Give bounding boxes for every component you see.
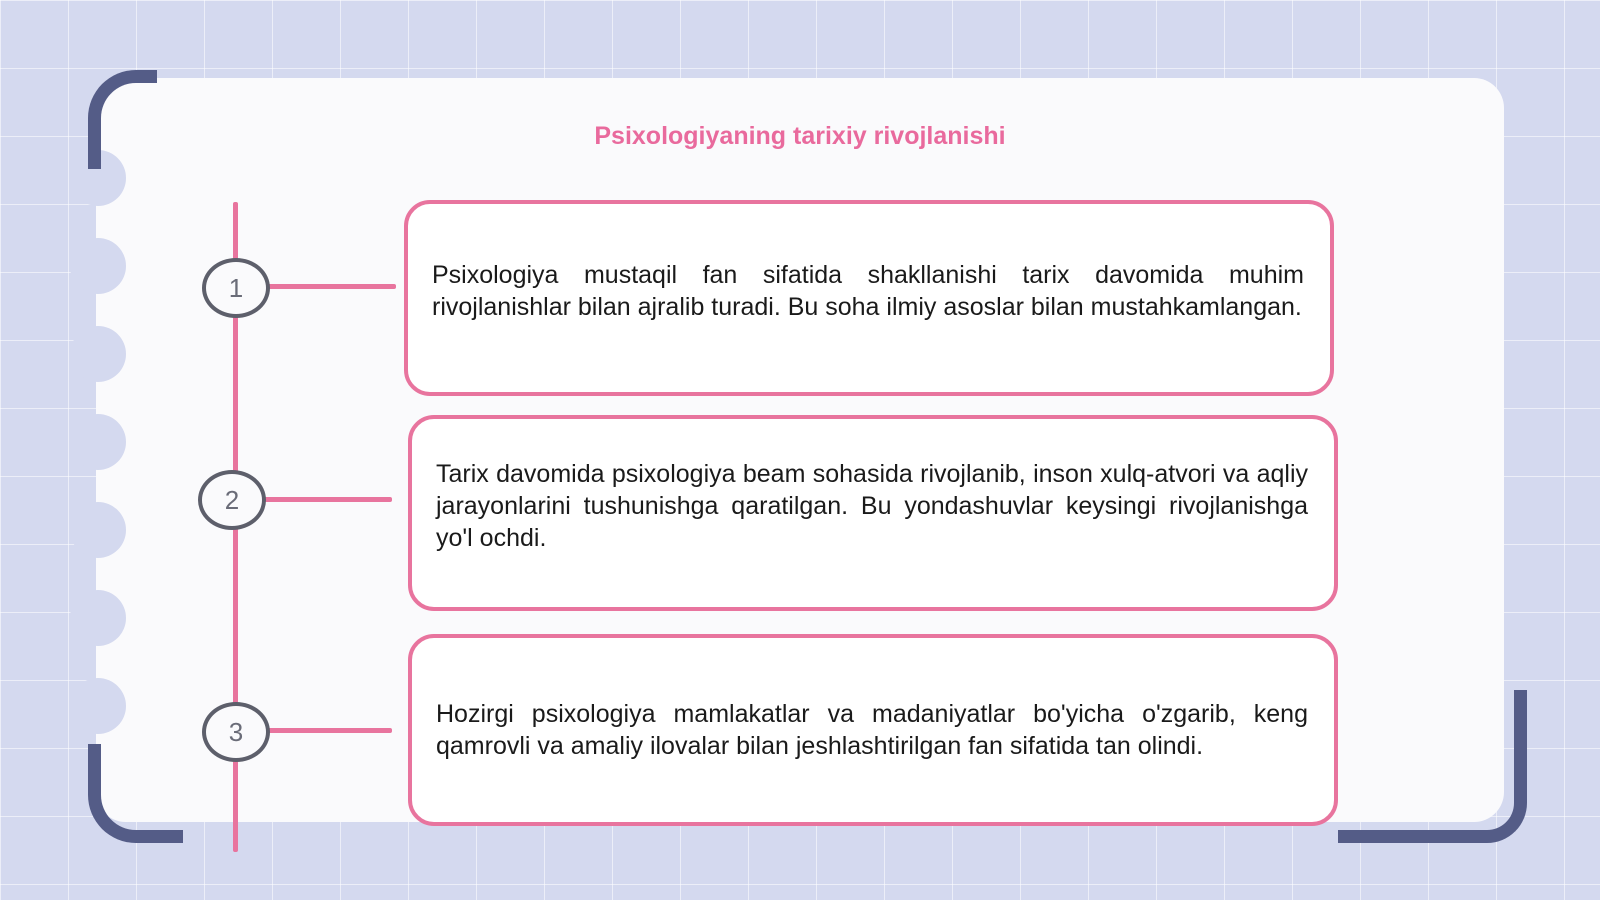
timeline-connector	[264, 728, 392, 733]
timeline-card-text: Tarix davomida psixologiya beam sohasida rivojlanib, inson xulq-atvori va aqliy jarayonlarini tushunishga qaratilgan. Bu yondashuvlar keysingi rivojlanishga yo'l ochdi.	[436, 460, 1308, 552]
notebook-hole	[70, 414, 126, 470]
timeline-node-3: 3	[202, 702, 270, 762]
corner-bracket-bottom-right	[1338, 690, 1527, 843]
timeline-node-2: 2	[198, 470, 266, 530]
notebook-hole	[70, 678, 126, 734]
notebook-hole	[70, 326, 126, 382]
timeline-card-1	[404, 200, 1334, 396]
notebook-hole	[70, 502, 126, 558]
corner-bracket-top-left	[88, 70, 157, 169]
timeline-connector	[260, 497, 392, 502]
notebook-hole	[70, 238, 126, 294]
slide-title: Psixologiyaning tarixiy rivojlanishi	[594, 122, 1006, 150]
timeline-connector	[264, 284, 396, 289]
timeline-card-text: Psixologiya mustaqil fan sifatida shakllanishi tarix davomida muhim rivojlanishlar bilan ajralib turadi. Bu soha ilmiy asoslar bilan mustahkamlangan.	[432, 261, 1304, 321]
timeline-card-text: Hozirgi psixologiya mamlakatlar va madaniyatlar bo'yicha o'zgarib, keng qamrovli va amaliy ilovalar bilan jeshlashtirilgan fan sifatida tan olindi.	[436, 700, 1308, 760]
corner-bracket-bottom-left	[88, 744, 183, 843]
timeline-card-2	[408, 415, 1338, 611]
timeline-card-3	[408, 634, 1338, 826]
notebook-hole	[70, 590, 126, 646]
timeline-node-1: 1	[202, 258, 270, 318]
